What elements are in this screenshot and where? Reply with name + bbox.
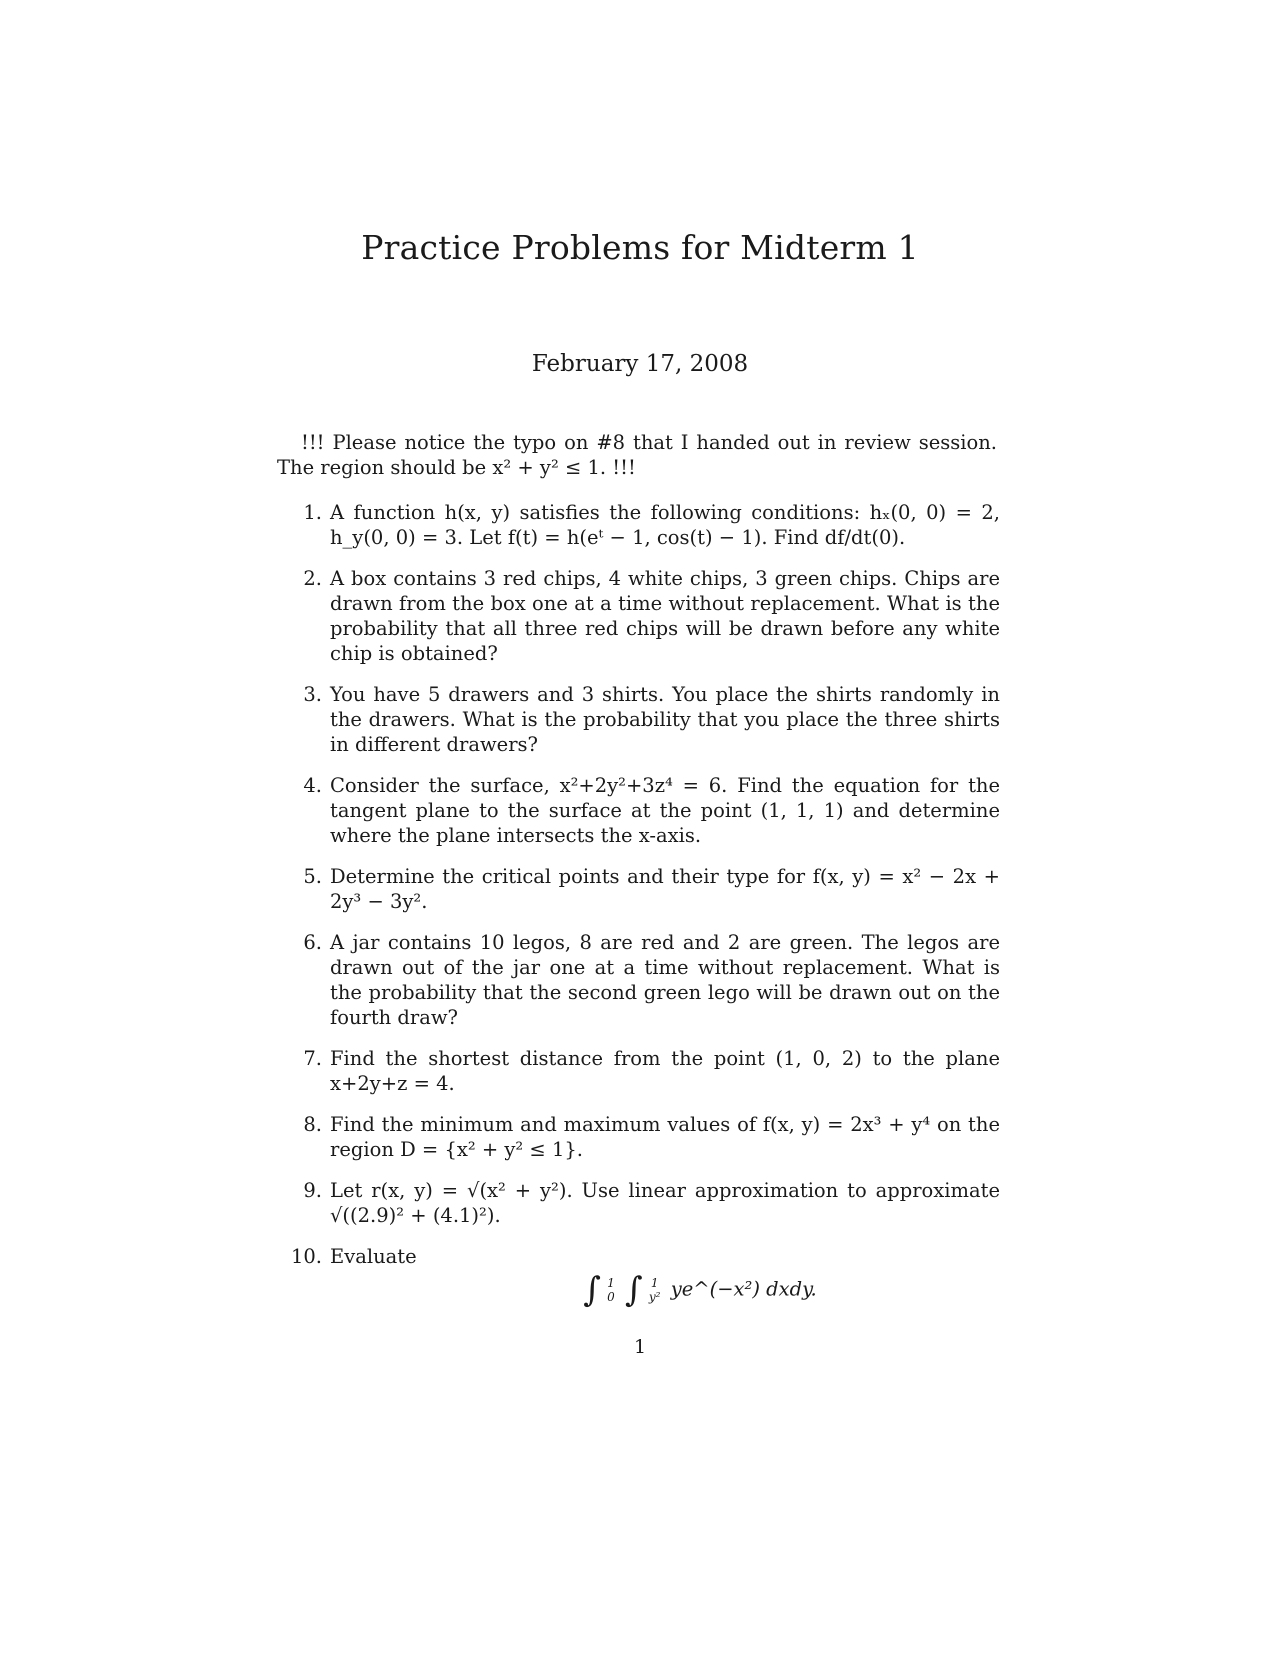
outer-limits: [607, 1276, 615, 1304]
page-number: 1: [633, 1336, 647, 1358]
problem-item: [280, 1112, 1000, 1162]
inner-upper-limit: 1: [650, 1276, 659, 1290]
problem-number: 7.: [303, 1047, 322, 1070]
problem-number: 5.: [303, 865, 322, 888]
problem-text: A function h(x, y) satisfies the following conditions: hₓ(0, 0) = 2, h_y(0, 0) = 3. Let f(t) = h(eᵗ − 1, cos(t) − 1). Find df/dt(0).: [330, 501, 1000, 549]
problem-number: 1.: [303, 501, 322, 524]
problem-text: Find the shortest distance from the point (1, 0, 2) to the plane x+2y+z = 4.: [330, 1047, 1000, 1095]
problem-item: [280, 682, 1000, 757]
problem-text: A jar contains 10 legos, 8 are red and 2 are green. The legos are drawn out of the jar one at a time without replacement. What is the probability that the second green lego will be drawn out on the fourth draw?: [330, 931, 1000, 1029]
problem-number: 3.: [303, 683, 322, 706]
problem-item: [280, 1046, 1000, 1096]
problem-number: 8.: [303, 1113, 322, 1136]
problem-item: [280, 773, 1000, 848]
integral-sign: ∫: [583, 1270, 601, 1310]
problem-number: 2.: [303, 567, 322, 590]
problem-item: [280, 930, 1000, 1030]
problem-list: [280, 500, 1000, 1323]
typo-notice: !!! Please notice the typo on #8 that I handed out in review session. The region should be x² + y² ≤ 1. !!!: [277, 431, 997, 479]
problem-text: Determine the critical points and their type for f(x, y) = x² − 2x + 2y³ − 3y².: [330, 865, 1000, 913]
problem-item: [280, 1244, 1000, 1310]
problem-text: Evaluate: [330, 1245, 417, 1268]
problem-number: 4.: [303, 774, 322, 797]
problem-item: [280, 566, 1000, 666]
problem-text: You have 5 drawers and 3 shirts. You place the shirts randomly in the drawers. What is the probability that you place the three shirts in different drawers?: [330, 683, 1000, 756]
integrand: ye^(−x²) dxdy.: [670, 1277, 817, 1301]
outer-upper-limit: 1: [607, 1276, 615, 1290]
problem-text: Consider the surface, x²+2y²+3z⁴ = 6. Find the equation for the tangent plane to the surface at the point (1, 1, 1) and determine where the plane intersects the x-axis.: [330, 774, 1000, 847]
problem-number: 9.: [303, 1179, 322, 1202]
integral-sign: ∫: [624, 1270, 643, 1310]
document-date: February 17, 2008: [531, 351, 749, 377]
problem-item: [280, 864, 1000, 914]
problem-item: [280, 500, 1000, 550]
problem-item: [280, 1178, 1000, 1228]
problem-number: 6.: [303, 931, 322, 954]
problem-text: Let r(x, y) = √(x² + y²). Use linear approximation to approximate √((2.9)² + (4.1)²).: [330, 1179, 1000, 1227]
page-title: Practice Problems for Midterm 1: [361, 228, 919, 267]
inner-lower-limit: y²: [648, 1290, 661, 1304]
inner-limits: [649, 1276, 661, 1304]
double-integral: [330, 1270, 1000, 1310]
problem-number: 10.: [290, 1245, 322, 1268]
outer-lower-limit: 0: [607, 1290, 615, 1304]
problem-text: A box contains 3 red chips, 4 white chips, 3 green chips. Chips are drawn from the box one at a time without replacement. What is the probability that all three red chips will be drawn before any white chip is obtained?: [330, 567, 1000, 665]
problem-text: Find the minimum and maximum values of f(x, y) = 2x³ + y⁴ on the region D = {x² + y² ≤ 1}.: [330, 1113, 1000, 1161]
